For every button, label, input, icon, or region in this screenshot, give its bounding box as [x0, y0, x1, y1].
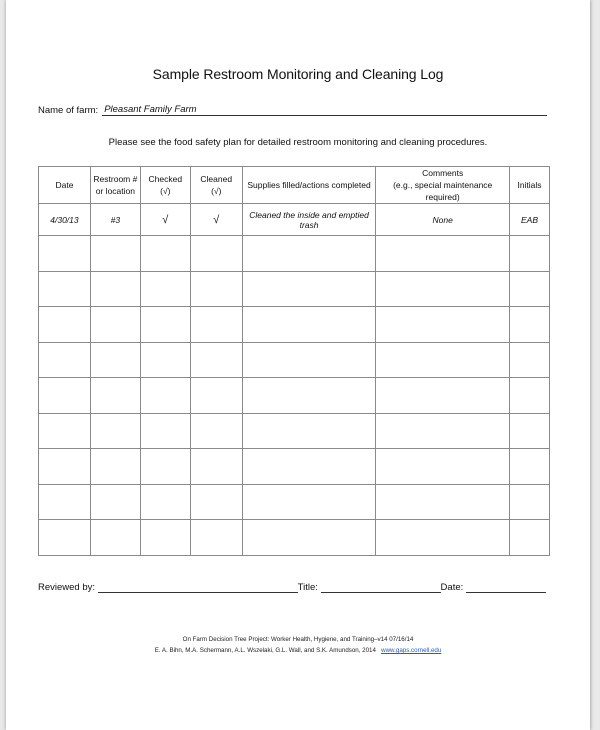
cell-checked[interactable]: √: [140, 204, 190, 236]
empty-cell[interactable]: [510, 342, 550, 378]
empty-cell[interactable]: [510, 378, 550, 414]
table-row: [39, 413, 550, 449]
empty-cell[interactable]: [140, 236, 190, 272]
table-row: [39, 236, 550, 272]
empty-cell[interactable]: [90, 413, 140, 449]
table-row: [39, 342, 550, 378]
empty-cell[interactable]: [140, 342, 190, 378]
table-row: [39, 307, 550, 343]
table-row: [39, 449, 550, 485]
header-comments: Comments (e.g., special maintenance required): [376, 167, 510, 204]
cell-date[interactable]: 4/30/13: [39, 204, 91, 236]
empty-cell[interactable]: [242, 484, 376, 520]
empty-cell[interactable]: [510, 307, 550, 343]
empty-cell[interactable]: [39, 342, 91, 378]
title-label: Title:: [297, 582, 318, 593]
empty-cell[interactable]: [190, 271, 242, 307]
empty-cell[interactable]: [90, 520, 140, 556]
empty-cell[interactable]: [376, 520, 510, 556]
empty-cell[interactable]: [190, 449, 242, 485]
empty-cell[interactable]: [510, 413, 550, 449]
date-field[interactable]: [466, 582, 546, 593]
empty-cell[interactable]: [510, 271, 550, 307]
cell-supplies[interactable]: Cleaned the inside and emptied trash: [242, 204, 376, 236]
empty-cell[interactable]: [376, 342, 510, 378]
empty-cell[interactable]: [510, 520, 550, 556]
empty-cell[interactable]: [190, 378, 242, 414]
empty-cell[interactable]: [39, 449, 91, 485]
document-page: [6, 0, 590, 730]
empty-cell[interactable]: [140, 413, 190, 449]
empty-cell[interactable]: [242, 378, 376, 414]
footer-authors: E. A. Bihn, M.A. Schermann, A.L. Wszelaki, G.L. Wall, and S.K. Amundson, 2014: [154, 647, 376, 654]
header-cleaned: Cleaned (√): [190, 167, 242, 204]
empty-cell[interactable]: [90, 307, 140, 343]
title-field[interactable]: [321, 582, 441, 593]
procedure-note: Please see the food safety plan for detailed restroom monitoring and cleaning procedures.: [108, 137, 488, 148]
empty-cell[interactable]: [140, 484, 190, 520]
empty-cell[interactable]: [39, 236, 91, 272]
empty-cell[interactable]: [510, 484, 550, 520]
farm-name-value: Pleasant Family Farm: [104, 104, 197, 115]
header-date: Date: [39, 167, 91, 204]
empty-cell[interactable]: [90, 484, 140, 520]
empty-cell[interactable]: [140, 520, 190, 556]
empty-cell[interactable]: [376, 484, 510, 520]
farm-name-field[interactable]: [102, 104, 547, 116]
empty-cell[interactable]: [90, 378, 140, 414]
empty-cell[interactable]: [376, 413, 510, 449]
empty-cell[interactable]: [140, 449, 190, 485]
empty-cell[interactable]: [140, 271, 190, 307]
header-supplies: Supplies filled/actions completed: [242, 167, 376, 204]
footer-line-1: On Farm Decision Tree Project: Worker Health, Hygiene, and Training–v14 07/16/14: [182, 636, 414, 643]
header-restroom: Restroom # or location: [90, 167, 140, 204]
header-initials: Initials: [510, 167, 550, 204]
table-row: [39, 520, 550, 556]
empty-cell[interactable]: [140, 378, 190, 414]
empty-cell[interactable]: [39, 378, 91, 414]
empty-cell[interactable]: [90, 271, 140, 307]
empty-cell[interactable]: [39, 271, 91, 307]
empty-cell[interactable]: [242, 307, 376, 343]
empty-cell[interactable]: [39, 520, 91, 556]
empty-cell[interactable]: [242, 413, 376, 449]
empty-cell[interactable]: [190, 307, 242, 343]
empty-cell[interactable]: [39, 413, 91, 449]
empty-cell[interactable]: [190, 413, 242, 449]
empty-cell[interactable]: [190, 520, 242, 556]
empty-cell[interactable]: [242, 236, 376, 272]
cell-restroom[interactable]: #3: [90, 204, 140, 236]
footer: [6, 634, 590, 656]
table-header-row: [39, 167, 550, 204]
empty-cell[interactable]: [190, 484, 242, 520]
document-title: Sample Restroom Monitoring and Cleaning Log: [152, 66, 444, 82]
empty-cell[interactable]: [376, 378, 510, 414]
header-checked: Checked (√): [140, 167, 190, 204]
cell-comments[interactable]: None: [376, 204, 510, 236]
reviewed-by-field[interactable]: [98, 582, 298, 593]
empty-cell[interactable]: [140, 307, 190, 343]
table-row: [39, 204, 550, 236]
empty-cell[interactable]: [190, 342, 242, 378]
cleaning-log-table: [38, 166, 550, 556]
empty-cell[interactable]: [376, 271, 510, 307]
empty-cell[interactable]: [242, 520, 376, 556]
empty-cell[interactable]: [39, 307, 91, 343]
empty-cell[interactable]: [510, 236, 550, 272]
date-label: Date:: [440, 582, 464, 593]
empty-cell[interactable]: [376, 307, 510, 343]
empty-cell[interactable]: [242, 271, 376, 307]
empty-cell[interactable]: [90, 236, 140, 272]
footer-line-2: [6, 645, 590, 656]
cell-cleaned[interactable]: √: [190, 204, 242, 236]
empty-cell[interactable]: [190, 236, 242, 272]
table-row: [39, 484, 550, 520]
empty-cell[interactable]: [90, 449, 140, 485]
footer-link[interactable]: www.gaps.cornell.edu: [381, 647, 442, 654]
empty-cell[interactable]: [376, 236, 510, 272]
signoff-row: [38, 582, 558, 593]
empty-cell[interactable]: [242, 342, 376, 378]
farm-name-label: Name of farm:: [38, 105, 99, 116]
empty-cell[interactable]: [376, 449, 510, 485]
empty-cell[interactable]: [39, 484, 91, 520]
farm-name-row: [38, 104, 550, 116]
empty-cell[interactable]: [510, 449, 550, 485]
table-row: [39, 271, 550, 307]
table-row: [39, 378, 550, 414]
reviewed-by-label: Reviewed by:: [38, 582, 96, 593]
empty-cell[interactable]: [90, 342, 140, 378]
cell-initials[interactable]: EAB: [510, 204, 550, 236]
empty-cell[interactable]: [242, 449, 376, 485]
